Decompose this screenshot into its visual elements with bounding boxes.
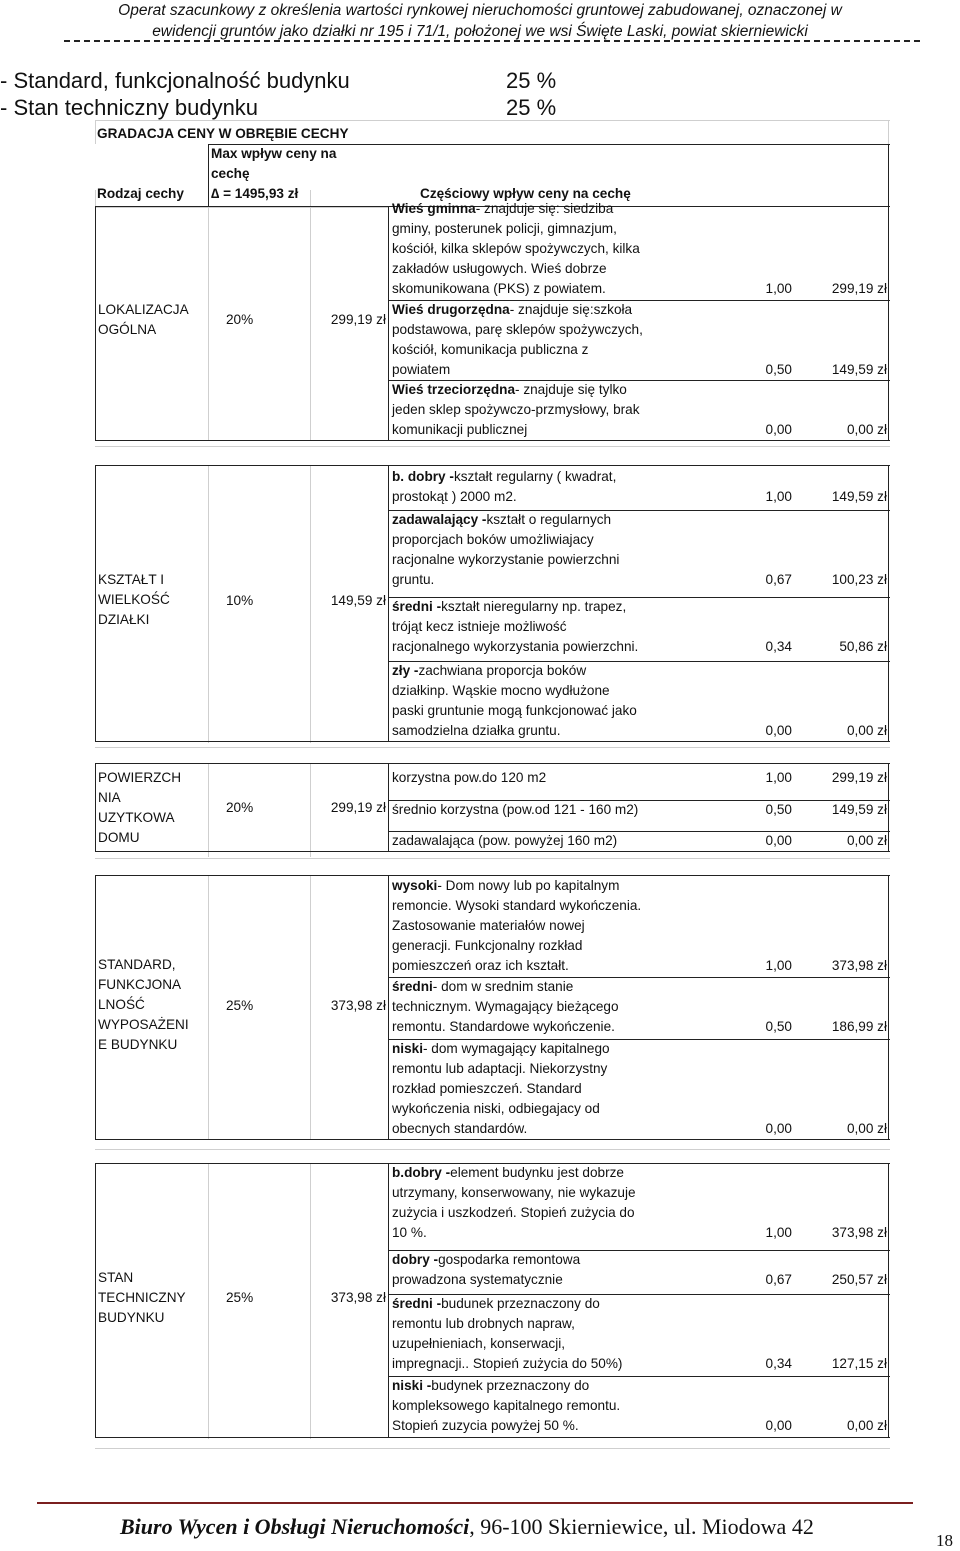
feature-name: WYPOSAŻENI [98,1017,189,1032]
option-text: paski gruntunie mogą funkcjonować jako [392,703,637,718]
option-value: 0,00 zł [846,833,887,848]
option-text: podstawowa, parę sklepów spożywczych, [392,322,643,337]
grid-line [888,120,889,144]
option-grade: b.dobry - [392,1165,451,1180]
footer-company: Biuro Wycen i Obsługi Nieruchomości [120,1514,470,1539]
option-text: remontu lub adaptacji. Niekorzystny [392,1061,608,1076]
grid-line [888,144,889,206]
option-text: zachwiana proporcja boków [418,663,587,678]
option-text: budunek przeznaczony do [441,1296,600,1311]
option-coefficient: 0,50 [765,802,792,817]
option-coefficient: 0,34 [765,1356,792,1371]
feature-name: DOMU [98,830,140,845]
option-grade: zadawalający - [392,512,487,527]
option-value: 50,86 zł [839,639,887,654]
grid-line [388,1163,389,1438]
max-amount: 299,19 zł [330,800,386,815]
option-text: racjonalnego wykorzystania powierzchni. [392,639,639,654]
option-value: 373,98 zł [831,958,887,973]
summary-row-stan [0,95,557,121]
feature-name: STAN [98,1270,134,1285]
option-text: kompleksowego kapitalnego remontu. [392,1398,621,1413]
grid-line [208,763,209,857]
option-value: 127,15 zł [831,1356,887,1371]
feature-name: KSZTAŁT I [98,572,164,587]
option-text: budynek przeznaczony do [431,1378,590,1393]
option-grade: zły - [392,663,419,678]
grid-line [208,144,209,206]
option-grade: Wieś gminna [392,201,476,216]
option-value: 186,99 zł [831,1019,887,1034]
option-text: korzystna pow.do 120 m2 [392,770,547,785]
grid-line [95,465,890,466]
grid-line [95,440,890,441]
grid-line [95,120,96,144]
option-text: skomunikowana (PKS) z powiatem. [392,281,606,296]
option-text: powiatem [392,362,451,377]
option-text: wykończenia niski, odbiegajacy od [392,1101,600,1116]
option-value: 100,23 zł [831,572,887,587]
option-text: zadawalająca (pow. powyżej 160 m2) [392,833,618,848]
option-coefficient: 0,50 [765,1019,792,1034]
option-grade: średni - [392,1296,442,1311]
option-coefficient: 1,00 [765,1225,792,1240]
option-text: kształt regularny ( kwadrat, [453,469,617,484]
feature-name: UZYTKOWA [98,810,175,825]
option-text: technicznym. Wymagający bieżącego [392,999,619,1014]
option-coefficient: 0,67 [765,1272,792,1287]
max-percent: 20% [226,312,254,327]
option-grade: niski - [392,1378,432,1393]
option-coefficient: 1,00 [765,489,792,504]
feature-name: NIA [98,790,121,805]
grid-line [95,763,96,852]
grid-line [388,465,389,742]
summary-label: - Standard, funkcjonalność budynku [0,68,350,93]
grid-line [208,190,209,440]
option-value: 250,57 zł [831,1272,887,1287]
grid-line [388,206,389,441]
feature-name: DZIAŁKI [98,612,150,627]
option-text: uzupełnieniach, konserwacji, [392,1336,566,1351]
feature-name: BUDYNKU [98,1310,165,1325]
grid-line [208,144,890,145]
summary-label: - Stan techniczny budynku [0,95,259,120]
option-value: 149,59 zł [831,802,887,817]
option-value: 149,59 zł [831,362,887,377]
grid-line [888,206,889,441]
summary-pct: 25 % [506,68,557,93]
option-grade: b. dobry - [392,469,454,484]
page-number: 18 [936,1531,953,1550]
header-line-2: ewidencji gruntów jako działki nr 195 i 71/1, położonej we wsi Święte Laski, powiat skierniewicki [152,23,808,40]
col-header-max: cechę [211,166,250,181]
table-title: GRADACJA CENY W OBRĘBIE CECHY [97,126,349,141]
feature-name: LNOŚĆ [98,997,145,1012]
footer-address: , 96-100 Skierniewice, ul. Miodowa 42 [469,1514,814,1539]
grid-line [95,741,890,742]
option-text: utrzymany, konserwowany, nie wykazuje [392,1185,636,1200]
option-coefficient: 1,00 [765,281,792,296]
option-text: trójąt kecz istnieje możliwość [392,619,567,634]
grid-line [95,851,890,852]
option-text: element budynku jest dobrze [450,1165,624,1180]
option-text: średnio korzystna (pow.od 121 - 160 m2) [392,802,639,817]
grid-line [95,465,96,742]
grid-line [95,206,96,441]
option-coefficient: 0,00 [765,422,792,437]
feature-name: POWIERZCH [98,770,182,785]
option-text: gruntu. [392,572,435,587]
header-line-1: Operat szacunkowy z określenia wartości rynkowej nieruchomości gruntowej zabudowanej, oznaczonej w [118,2,842,19]
col-header-max: Max wpływ ceny na [211,146,337,161]
grid-line [208,875,209,1139]
col-header-delta: ∆ = 1495,93 zł [211,186,299,201]
grid-line [95,875,96,1140]
option-text: - dom wymagający kapitalnego [422,1041,610,1056]
option-text: - Dom nowy lub po kapitalnym [437,878,620,893]
grid-line [95,207,388,208]
option-text: Zastosowanie materiałów nowej [392,918,585,933]
option-value: 0,00 zł [846,1121,887,1136]
option-value: 299,19 zł [831,770,887,785]
grid-line [95,120,890,121]
grid-line [95,1448,890,1449]
max-percent: 20% [226,800,254,815]
option-value: 0,00 zł [846,1418,887,1433]
max-percent: 10% [226,593,254,608]
feature-name: OGÓLNA [98,322,157,337]
grid-line [888,875,889,1140]
max-percent: 25% [226,1290,254,1305]
option-text: pomieszczeń oraz ich kształt. [392,958,569,973]
option-text: zużycia i uszkodzeń. Stopień zużycia do [392,1205,635,1220]
summary-row-standard [0,68,557,94]
option-coefficient: 0,00 [765,833,792,848]
option-text: kształt nieregularny np. trapez, [441,599,627,614]
feature-name: FUNKCJONA [98,977,182,992]
option-value: 0,00 zł [846,723,887,738]
header-divider [64,40,920,51]
option-coefficient: 0,50 [765,362,792,377]
option-value: 149,59 zł [831,489,887,504]
col-header-czesciowy: Częściowy wpływ ceny na cechę [420,186,631,201]
option-text: impregnacji.. Stopień zużycia do 50%) [392,1356,623,1371]
max-percent: 25% [226,998,254,1013]
grid-line [888,465,889,742]
feature-name: TECHNICZNY [98,1290,186,1305]
grid-line [95,1149,890,1150]
col-header-rodzaj: Rodzaj cechy [97,186,184,201]
option-text: proporcjach boków umożliwiajacy [392,532,594,547]
option-coefficient: 0,67 [765,572,792,587]
option-text: prostokąt ) 2000 m2. [392,489,517,504]
option-text: rozkład pomieszczeń. Standard [392,1081,582,1096]
grid-line [388,763,389,852]
option-grade: wysoki [392,878,438,893]
option-value: 299,19 zł [831,281,887,296]
option-coefficient: 0,00 [765,1121,792,1136]
grid-line [95,1139,890,1140]
footer-text [120,1514,814,1540]
option-coefficient: 0,34 [765,639,792,654]
option-text: prowadzona systematycznie [392,1272,563,1287]
option-text: 10 %. [392,1225,427,1240]
option-text: - znajduje się: siedziba [475,201,614,216]
feature-name: E BUDYNKU [98,1037,178,1052]
footer-rule [37,1502,913,1504]
option-grade: średni - [392,599,442,614]
grid-line [95,1163,96,1438]
option-value: 0,00 zł [846,422,887,437]
grid-line [208,465,209,743]
option-text: racjonalne wykorzystanie powierzchni [392,552,620,567]
option-grade: niski [392,1041,423,1056]
grid-line [95,446,890,447]
option-grade: Wieś trzeciorzędna [392,382,516,397]
option-coefficient: 0,00 [765,723,792,738]
option-text: samodzielna działka gruntu. [392,723,561,738]
option-text: działkinp. Wąskie mocno wydłużone [392,683,610,698]
option-text: kościół, kilka sklepów spożywczych, kilka [392,241,640,256]
option-text: obecnych standardów. [392,1121,528,1136]
feature-name: WIELKOŚĆ [98,592,170,607]
option-text: - dom w srednim stanie [432,979,574,994]
option-text: jeden sklep spożywczo-przmysłowy, brak [392,402,640,417]
option-text: zakładów usługowych. Wieś dobrze [392,261,607,276]
option-grade: dobry - [392,1252,439,1267]
option-text: - znajduje się:szkoła [509,302,633,317]
summary-pct: 25 % [506,95,557,120]
feature-name: STANDARD, [98,957,176,972]
option-text: kształt o regularnych [486,512,612,527]
option-coefficient: 1,00 [765,770,792,785]
grid-line [208,1163,209,1439]
option-text: Stopień zuzycia powyżej 50 %. [392,1418,579,1433]
max-amount: 299,19 zł [330,312,386,327]
option-text: remontu. Standardowe wykończenie. [392,1019,615,1034]
option-coefficient: 0,00 [765,1418,792,1433]
option-text: komunikacji publicznej [392,422,528,437]
grid-line [888,1163,889,1438]
grid-line [95,747,890,748]
option-text: remontu lub drobnych napraw, [392,1316,575,1331]
grid-line [888,763,889,852]
max-amount: 373,98 zł [330,998,386,1013]
grid-line [95,763,890,764]
option-text: gospodarka remontowa [438,1252,581,1267]
grid-line [95,1437,890,1438]
max-amount: 149,59 zł [330,593,386,608]
grid-line [388,875,389,1140]
feature-name: LOKALIZACJA [98,302,189,317]
option-text: generacji. Funkcjonalny rozkład [392,938,583,953]
option-coefficient: 1,00 [765,958,792,973]
option-text: remoncie. Wysoki standard wykończenia. [392,898,642,913]
option-text: kościół, komunikacja publiczna z [392,342,589,357]
option-value: 373,98 zł [831,1225,887,1240]
option-grade: Wieś drugorzędna [392,302,510,317]
max-amount: 373,98 zł [330,1290,386,1305]
option-grade: średni [392,979,433,994]
option-text: - znajduje się tylko [515,382,627,397]
option-text: gminy, posterunek policji, gimnazjum, [392,221,617,236]
grid-line [95,858,890,859]
